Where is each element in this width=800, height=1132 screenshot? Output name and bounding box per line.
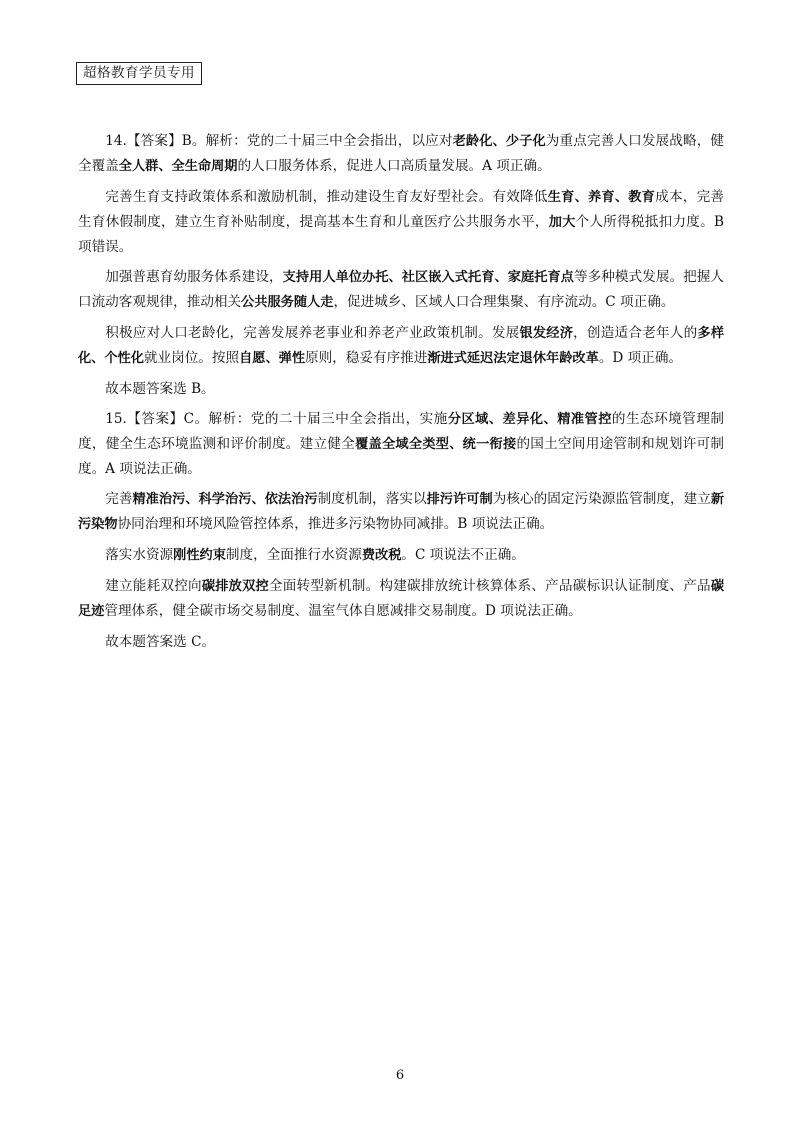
answer-paragraph (78, 407, 724, 481)
answer-paragraph (78, 321, 724, 371)
answer-paragraph (78, 574, 724, 624)
body-text: ，创造适合老年人的 (573, 325, 698, 341)
body-text: 完善 (105, 491, 133, 507)
emphasis-text: 自愿、弹性 (239, 351, 306, 366)
body-text: 为重点完善人口发展战略，健全覆盖 (78, 133, 725, 174)
body-text: 落实水资源 (105, 547, 174, 563)
emphasis-text: 渐进式延迟法定退休年龄改革 (427, 351, 599, 366)
emphasis-text: 覆盖全域全类型、统一衔接 (355, 437, 517, 452)
emphasis-text: 银发经济 (519, 326, 574, 341)
emphasis-text: 分区域、差异化、精准管控 (447, 412, 612, 427)
emphasis-text: 费改税 (361, 548, 402, 563)
body-text: 加强普惠育幼服务体系建设， (105, 269, 283, 285)
emphasis-text: 刚性约束 (173, 548, 226, 563)
body-text: 全面转型新机制。构建碳排放统计核算体系、产品碳标识认证制度、产品 (268, 578, 711, 594)
body-text: 的国土空间用途管制和规划许可制度。A 项说法正确。 (78, 436, 725, 477)
body-text: 等多种模式发展。把握人口流动客观规律，推动相关 (78, 269, 725, 310)
body-text: 。D 项正确。 (598, 350, 683, 366)
emphasis-text: 老龄化、少子化 (452, 134, 546, 149)
emphasis-text: 精准治污、科学治污、依法治污 (132, 492, 318, 507)
emphasis-text: 多样化、个性化 (78, 326, 725, 366)
body-text: 。C 项说法不正确。 (401, 547, 525, 563)
body-text: 的人口服务体系，促进人口高质量发展。A 项正确。 (237, 158, 551, 174)
body-text: 协同治理和环境风险管控体系，推进多污染物协同减排。B 项说法正确。 (117, 516, 554, 532)
body-text: 积极应对人口老龄化，完善发展养老事业和养老产业政策机制。发展 (105, 325, 520, 341)
emphasis-text: 碳足迹 (78, 579, 725, 619)
body-text: 制度机制，落实以 (317, 491, 427, 507)
answer-content (78, 129, 724, 660)
body-text: 完善生育支持政策体系和激励机制，推动建设生育友好型社会。有效降低 (105, 189, 548, 205)
emphasis-text: 排污许可制 (426, 492, 493, 507)
header-label: 超格教育学员专用 (76, 62, 202, 85)
body-text: 的生态环境管理制度，健全生态环境监测和评价制度。建立健全 (78, 411, 724, 452)
body-text: 为核心的固定污染源监管制度，建立 (492, 491, 711, 507)
body-text: 故本题答案选 C。 (105, 634, 216, 650)
emphasis-text: 新污染物 (78, 492, 725, 532)
body-text: 14.【答案】B。解析：党的二十届三中全会指出，以应对 (105, 133, 453, 149)
answer-paragraph (78, 630, 724, 654)
answer-paragraph (78, 265, 724, 315)
body-text: 管理体系，健全碳市场交易制度、温室气体自愿减排交易制度。D 项说法正确。 (104, 603, 582, 619)
answer-paragraph (78, 543, 724, 568)
body-text: 成本，完善生育休假制度，建立生育补贴制度，提高基本生育和儿童医疗公共服务水平， (78, 189, 725, 230)
emphasis-text: 支持用人单位办托、社区嵌入式托育、家庭托育点 (282, 270, 574, 285)
page-number: 6 (395, 1068, 405, 1083)
answer-paragraph (78, 185, 724, 259)
emphasis-text: 全人群、全生命周期 (118, 159, 238, 174)
answer-paragraph (78, 129, 724, 179)
body-text: 个人所得税抵扣力度。B 项错误。 (78, 214, 724, 255)
emphasis-text: 公共服务随人走 (241, 295, 334, 310)
answer-paragraph (78, 487, 724, 537)
emphasis-text: 碳排放双控 (201, 579, 269, 594)
answer-paragraph (78, 377, 724, 401)
body-text: ，促进城乡、区域人口合理集聚、有序流动。C 项正确。 (333, 294, 675, 310)
emphasis-text: 加大 (548, 215, 576, 230)
body-text: 15.【答案】C。解析：党的二十届三中全会指出，实施 (105, 411, 448, 427)
emphasis-text: 生育、养育、教育 (547, 190, 656, 205)
body-text: 建立能耗双控向 (105, 578, 202, 594)
body-text: 故本题答案选 B。 (105, 381, 215, 397)
body-text: 原则，稳妥有序推进 (305, 350, 428, 366)
body-text: 制度，全面推行水资源 (225, 547, 362, 563)
body-text: 就业岗位。按照 (143, 350, 240, 366)
